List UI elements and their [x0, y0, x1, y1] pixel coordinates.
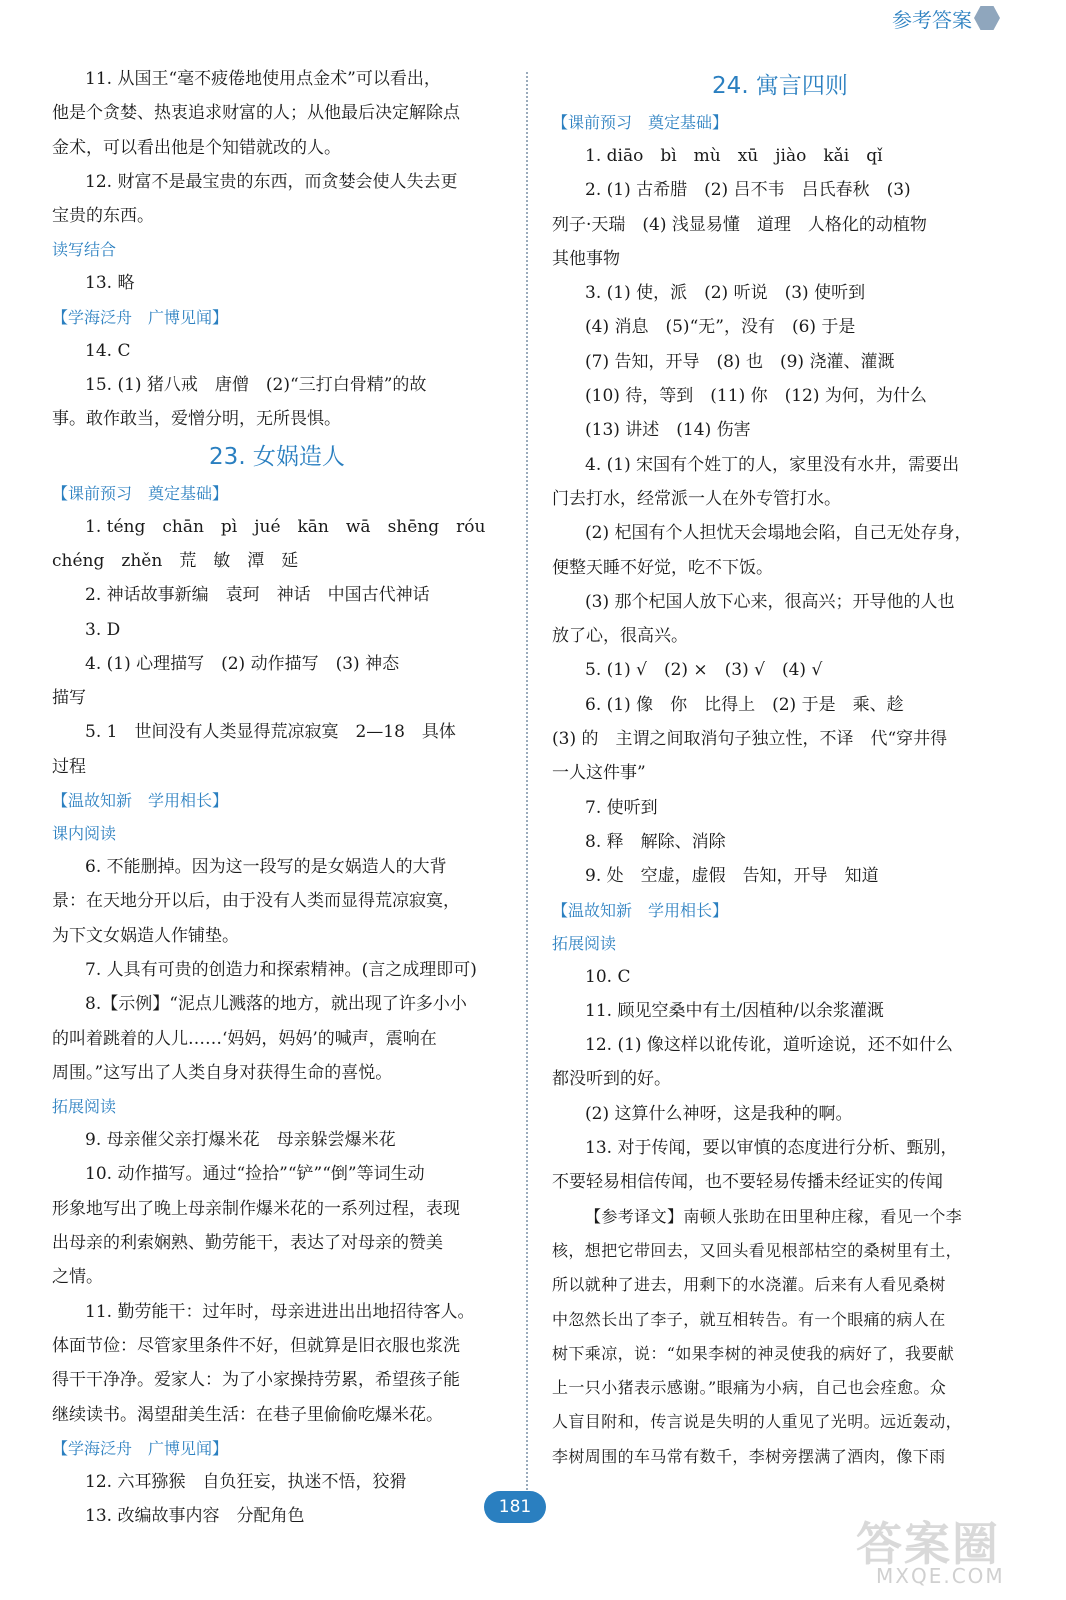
- answer-line: 5. 1 世间没有人类显得荒凉寂寞 2—18 具体: [85, 722, 456, 743]
- section-tag: 【学海泛舟 广博见闻】: [52, 1438, 229, 1458]
- answer-line: 12. (1) 像这样以讹传讹，道听途说，还不如什么: [585, 1035, 953, 1056]
- subsection-label: 拓展阅读: [552, 933, 617, 953]
- answer-line: 13. 略: [85, 273, 135, 294]
- answer-line: 一人这件事”: [552, 763, 646, 784]
- translation-line: 人盲目附和，传言说是失明的人重见了光明。远近轰动，: [552, 1412, 963, 1432]
- answer-line: (2) 杞国有个人担忧天会塌地会陷，自己无处存身，: [585, 523, 972, 544]
- answer-line: 都没听到的好。: [552, 1069, 671, 1090]
- answer-line: 得干干净净。爱家人：为了小家操持劳累，希望孩子能: [52, 1370, 460, 1391]
- answer-line: 2. (1) 古希腊 (2) 吕不韦 吕氏春秋 (3): [585, 180, 911, 201]
- answer-line: 11. 勤劳能干：过年时，母亲进进出出地招待客人。: [85, 1301, 475, 1322]
- answer-line: 出母亲的利索娴熟、勤劳能干，表达了对母亲的赞美: [52, 1233, 443, 1254]
- answer-line: 6. (1) 像 你 比得上 (2) 于是 乘、趁: [585, 694, 904, 715]
- hexagon-icon: [974, 6, 1000, 30]
- answer-line: 12. 六耳猕猴 自负狂妄，执迷不悟，狡猾: [85, 1471, 407, 1492]
- answer-line: 4. (1) 心理描写 (2) 动作描写 (3) 神态: [85, 653, 400, 674]
- translation-line: 树下乘凉，说：“如果李树的神灵使我的病好了，我要献: [552, 1343, 955, 1363]
- answer-line: 1. diāo bì mù xū jiào kǎi qǐ: [585, 146, 883, 166]
- translation-line: 李树周围的车马常有数千，李树旁摆满了酒肉，像下雨: [552, 1446, 946, 1466]
- answer-line: 11. 从国王“毫不疲倦地使用点金术”可以看出，: [85, 69, 441, 89]
- answer-line: 8.【示例】“泥点儿溅落的地方，就出现了许多小小: [85, 994, 467, 1015]
- answer-line: 3. D: [85, 619, 121, 640]
- answer-line: 宝贵的东西。: [52, 206, 154, 227]
- answer-line: 10. C: [585, 966, 631, 987]
- watermark-url: MXQE.COM: [876, 1564, 1005, 1588]
- answer-line: (3) 那个杞国人放下心来，很高兴；开导他的人也: [585, 591, 955, 612]
- answer-line: 列子·天瑞 (4) 浅显易懂 道理 人格化的动植物: [552, 214, 927, 235]
- answer-line: (10) 待，等到 (11) 你 (12) 为何，为什么: [585, 386, 927, 407]
- answer-line: 描写: [52, 688, 86, 709]
- section-tag: 【学海泛舟 广博见闻】: [52, 307, 229, 327]
- column-divider: [526, 72, 528, 1490]
- answer-line: 放了心，很高兴。: [552, 626, 688, 647]
- answer-line: 11. 顾见空桑中有土/因植种/以余浆灌溉: [585, 1000, 884, 1021]
- answer-line: 形象地写出了晚上母亲制作爆米花的一系列过程，表现: [52, 1198, 460, 1219]
- answer-line: 9. 处 空虚，虚假 告知，开导 知道: [585, 866, 879, 887]
- answer-line: 5. (1) √ (2) × (3) √ (4) √: [585, 660, 823, 681]
- translation-line: 中忽然长出了李子，就互相转告。有一个眼痛的病人在: [552, 1309, 946, 1329]
- subsection-label: 拓展阅读: [52, 1097, 117, 1117]
- section-title: 23. 女娲造人: [209, 443, 345, 470]
- subsection-label: 课内阅读: [52, 824, 117, 844]
- answer-line: 7. 人具有可贵的创造力和探索精神。(言之成理即可): [85, 959, 477, 980]
- answer-line: (13) 讲述 (14) 伤害: [585, 420, 751, 441]
- answer-line: 之情。: [52, 1267, 103, 1288]
- answer-line: 继续读书。渴望甜美生活：在巷子里偷偷吃爆米花。: [52, 1404, 443, 1425]
- translation-line: 上一只小猪表示感谢。”眼痛为小病，自己也会痊愈。众: [552, 1378, 947, 1398]
- answer-line: 4. (1) 宋国有个姓丁的人，家里没有水井，需要出: [585, 454, 960, 475]
- answer-line: chéng zhěn 荒 敏 潭 延: [52, 550, 299, 571]
- section-tag: 【课前预习 奠定基础】: [552, 113, 729, 132]
- answer-line: 8. 释 解除、消除: [585, 831, 726, 852]
- answer-line: 金术，可以看出他是个知错就改的人。: [52, 137, 341, 158]
- answer-line: 13. 改编故事内容 分配角色: [85, 1506, 305, 1527]
- answer-line: 事。敢作敢当，爱憎分明，无所畏惧。: [52, 409, 341, 430]
- header-label: 参考答案: [892, 8, 972, 32]
- answer-line: 13. 对于传闻，要以审慎的态度进行分析、甄别，: [585, 1138, 958, 1159]
- answer-line: 为下文女娲造人作铺垫。: [52, 925, 239, 946]
- answer-line: 15. (1) 猪八戒 唐僧 (2)“三打白骨精”的故: [85, 375, 427, 396]
- answer-line: 其他事物: [552, 248, 620, 269]
- answer-line: 周围。”这写出了人类自身对获得生命的喜悦。: [52, 1062, 393, 1083]
- answer-line: 14. C: [85, 340, 131, 361]
- answer-line: (7) 告知，开导 (8) 也 (9) 浇灌、灌溉: [585, 351, 895, 372]
- answer-line: (2) 这算什么神呀，这是我种的啊。: [585, 1103, 853, 1124]
- answer-line: 1. téng chān pì jué kān wā shēng róu: [85, 516, 486, 537]
- answer-line: 便整天睡不好觉，吃不下饭。: [552, 557, 773, 578]
- answer-line: 12. 财富不是最宝贵的东西，而贪婪会使人失去更: [85, 171, 458, 192]
- answer-line: 2. 神话故事新编 袁珂 神话 中国古代神话: [85, 585, 430, 606]
- translation-line: 所以就种了进去，用剩下的水浇灌。后来有人看见桑树: [552, 1275, 946, 1295]
- translation-line: 【参考译文】南顿人张助在田里种庄稼，看见一个李: [585, 1206, 963, 1226]
- section-tag: 【温故知新 学用相长】: [52, 791, 229, 811]
- answer-line: 他是个贪婪、热衷追求财富的人；从他最后决定解除点: [52, 103, 460, 124]
- right-column: [552, 66, 1008, 1474]
- section-title: 24. 寓言四则: [712, 73, 848, 99]
- section-tag: 【温故知新 学用相长】: [552, 900, 729, 920]
- watermark: [856, 1508, 1046, 1588]
- translation-line: 核，想把它带回去，又回头看见根部枯空的桑树里有土，: [552, 1240, 963, 1260]
- answer-line: 不要轻易相信传闻，也不要轻易传播未经证实的传闻: [552, 1172, 943, 1193]
- answer-line: 9. 母亲催父亲打爆米花 母亲躲尝爆米花: [85, 1130, 396, 1151]
- watermark-logo-text: 答案圈: [856, 1517, 1000, 1571]
- answer-line: 7. 使听到: [585, 797, 658, 818]
- answer-line: 门去打水，经常派一人在外专管打水。: [552, 488, 841, 509]
- answer-line: 过程: [52, 756, 86, 777]
- answer-line: (4) 消息 (5)“无”，没有 (6) 于是: [585, 317, 856, 338]
- answer-line: 3. (1) 使，派 (2) 听说 (3) 使听到: [585, 283, 866, 304]
- left-column: [52, 62, 502, 1533]
- subsection-label: 读写结合: [52, 240, 117, 260]
- answer-line: 体面节俭：尽管家里条件不好，但就算是旧衣服也浆洗: [52, 1335, 460, 1356]
- answer-line: 景：在天地分开以后，由于没有人类而显得荒凉寂寞，: [52, 891, 460, 912]
- section-tag: 【课前预习 奠定基础】: [52, 483, 229, 503]
- page-number: 181: [484, 1491, 546, 1523]
- answer-line: 10. 动作描写。通过“捡拾”“铲”“倒”等词生动: [85, 1164, 425, 1185]
- answer-line: 的叫着跳着的人儿……‘妈妈，妈妈’的喊声，震响在: [52, 1028, 437, 1049]
- answer-line: 6. 不能删掉。因为这一段写的是女娲造人的大背: [85, 857, 447, 878]
- answer-line: (3) 的 主谓之间取消句子独立性，不译 代“穿井得: [552, 729, 948, 750]
